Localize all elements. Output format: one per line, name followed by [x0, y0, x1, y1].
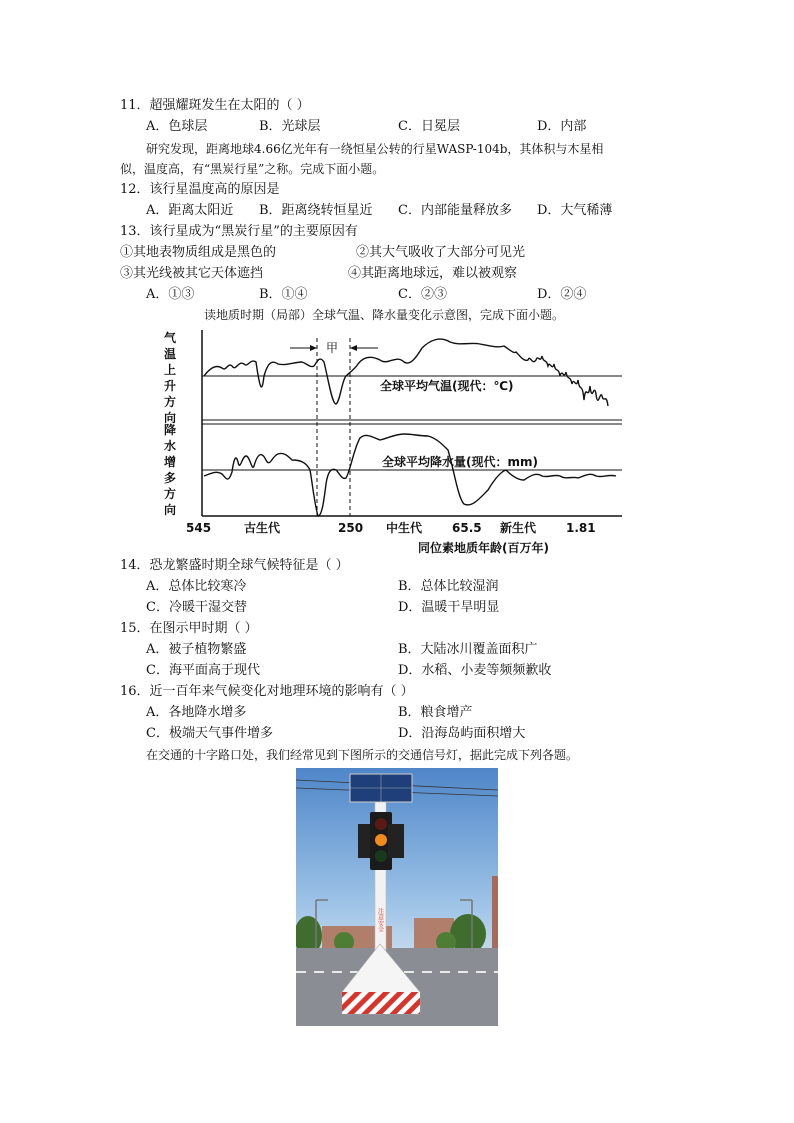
q12-option-d: D．大气稀薄: [537, 203, 613, 218]
q13-option-b: B．①④: [259, 287, 308, 302]
q13-stem: 13．该行星成为“黑炭行星”的主要原因有: [120, 224, 358, 239]
passage-1-line-2: 似，温度高，有“黑炭行星”之称。完成下面小题。: [120, 162, 385, 176]
green-light: [375, 850, 387, 862]
q11-option-d: D．内部: [537, 119, 587, 134]
q13-option-c: C．②③: [398, 287, 447, 302]
q13-statement-2: ②其大气吸收了大部分可见光: [356, 245, 526, 260]
temperature-curve: [204, 339, 608, 406]
q12-option-b: B．距离绕转恒星近: [259, 203, 373, 218]
q15-option-c: C．海平面高于现代: [146, 663, 260, 678]
q15-option-a: A．被子植物繁盛: [146, 642, 247, 657]
q16-option-c: C．极端天气事件增多: [146, 726, 273, 741]
x-tick-250: 250: [338, 521, 364, 535]
q15-option-b: B．大陆冰川覆盖面积广: [398, 642, 538, 657]
precip-reference-label: 全球平均降水量(现代：mm): [382, 455, 538, 469]
q14-option-d: D．温暖干旱明显: [398, 600, 500, 615]
passage-3: 在交通的十字路口处，我们经常见到下图所示的交通信号灯，据此完成下列各题。: [146, 748, 579, 762]
q13-statement-4: ④其距离地球远，难以被观察: [348, 266, 518, 281]
q12-option-c: C．内部能量释放多: [398, 203, 512, 218]
q16-stem: 16．近一百年来气候变化对地理环境的影响有（ ）: [120, 684, 414, 699]
signal-head-right: [388, 824, 404, 858]
temp-axis-label: 气温上升方向: [164, 331, 177, 425]
traffic-light-photo: [296, 768, 498, 1026]
red-light: [375, 818, 387, 830]
q14-stem: 14．恐龙繁盛时期全球气候特征是（ ）: [120, 558, 349, 573]
q12-stem: 12．该行星温度高的原因是: [120, 182, 280, 197]
q11-option-b: B．光球层: [259, 119, 321, 134]
x-tick-cenozoic: 新生代: [500, 521, 537, 535]
x-axis-title: 同位素地质年龄(百万年): [418, 541, 549, 555]
q16-option-b: B．粮食增产: [398, 705, 473, 720]
x-tick-mesozoic: 中生代: [386, 521, 423, 535]
precip-axis-label: 降水增多方向: [164, 423, 177, 517]
q15-option-d: D．水稻、小麦等频频歉收: [398, 663, 552, 678]
q16-option-a: A．各地降水增多: [146, 705, 247, 720]
precipitation-curve: [204, 434, 616, 516]
period-marker: 甲: [326, 341, 339, 355]
temp-reference-label: 全球平均气温(现代：℃): [380, 379, 514, 393]
q13-statement-3: ③其光线被其它天体遮挡: [120, 266, 264, 281]
q12-option-a: A．距离太阳近: [146, 203, 234, 218]
climate-change-figure: [160, 320, 640, 560]
q16-option-d: D．沿海岛屿面积增大: [398, 726, 526, 741]
x-tick-65-5: 65.5: [452, 521, 482, 535]
x-tick-1-81: 1.81: [566, 521, 596, 535]
q13-option-d: D．②④: [537, 287, 587, 302]
period-arrow-right-head: [350, 345, 357, 351]
x-tick-paleozoic: 古生代: [244, 521, 281, 535]
q13-statement-1: ①其地表物质组成是黑色的: [120, 245, 277, 260]
q15-stem: 15．在图示甲时期（ ）: [120, 621, 258, 636]
q14-option-c: C．冷暖干湿交替: [146, 600, 247, 615]
q11-option-c: C．日冕层: [398, 119, 460, 134]
passage-1-line-1: 研究发现，距离地球4.66亿光年有一绕恒星公转的行星WASP-104b，其体积与木星相: [146, 142, 604, 156]
q13-option-a: A．①③: [146, 287, 195, 302]
passage-2: 读地质时期（局部）全球气温、降水量变化示意图，完成下面小题。: [204, 308, 565, 322]
distant-building: [492, 876, 498, 948]
q11-option-a: A．色球层: [146, 119, 208, 134]
safety-sign-text: 注意安全: [376, 908, 384, 932]
q14-option-a: A．总体比较寒冷: [146, 579, 247, 594]
q11-stem: 11．超强耀斑发生在太阳的（ ）: [120, 98, 310, 113]
q14-option-b: B．总体比较湿润: [398, 579, 499, 594]
amber-light: [375, 834, 387, 846]
striped-base-panel: [342, 992, 420, 1014]
x-tick-545: 545: [186, 521, 212, 535]
period-arrow-left-head: [310, 345, 317, 351]
